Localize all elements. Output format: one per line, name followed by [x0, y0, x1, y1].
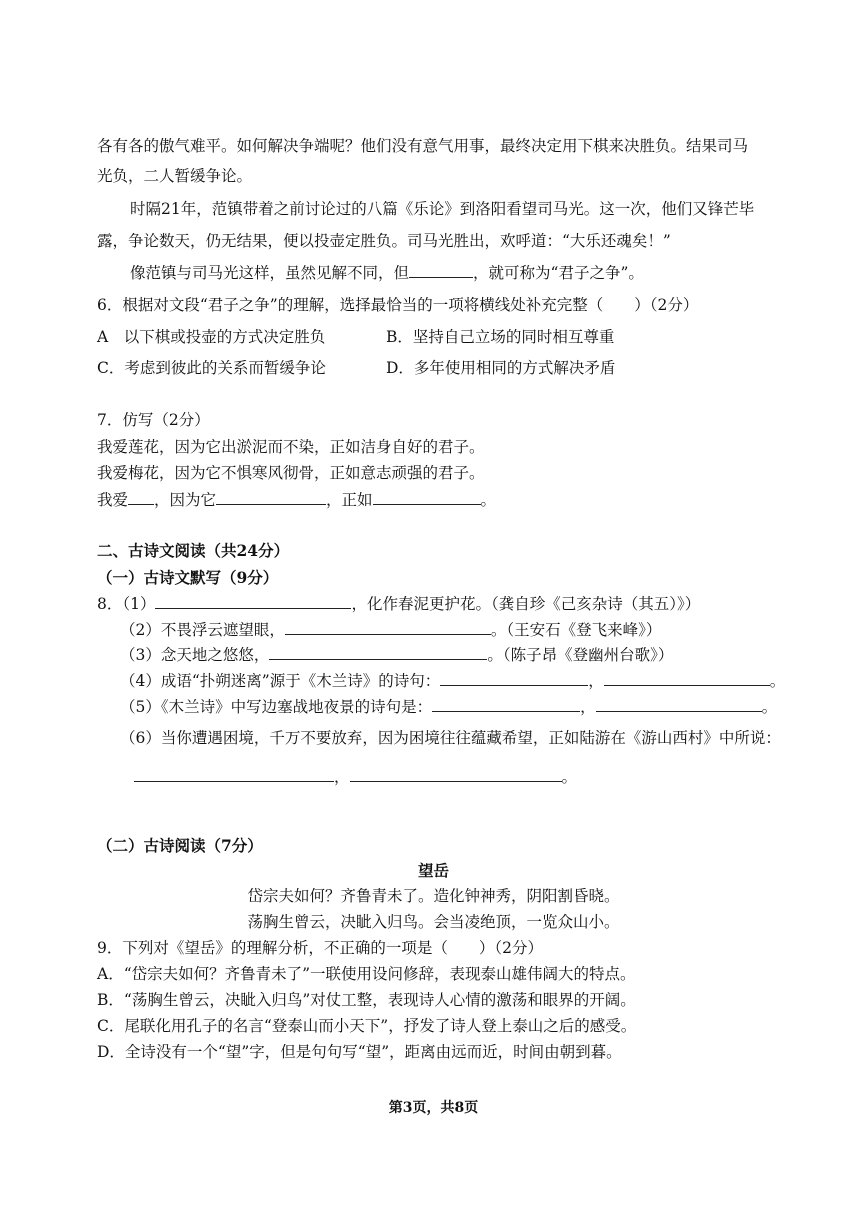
- answer-blank[interactable]: [134, 767, 334, 782]
- fill-text: ，: [580, 698, 596, 716]
- question-6-option-d[interactable]: D．多年使用相同的方式解决矛盾: [386, 359, 616, 377]
- answer-blank[interactable]: [216, 490, 326, 505]
- fill-text: ，: [334, 768, 350, 786]
- page-number: 第3页，共8页: [388, 1100, 479, 1116]
- passage-text: ，就可称为“君子之争”。: [473, 264, 644, 282]
- passage-line: 时隔21年，范镇带着之前讨论过的八篇《乐论》到洛阳看望司马光。这一次，他们又锋芒毕: [130, 200, 755, 218]
- question-8-line-6: （6）当你遭遇困境，千万不要放弃，因为困境往往蕴藏希望，正如陆游在《游山西村》中所说：: [120, 729, 781, 747]
- question-8-line-3: [120, 645, 673, 665]
- fill-text: ，: [588, 672, 604, 690]
- fill-text: （2）不畏浮云遮望眼，: [120, 621, 285, 639]
- answer-blank[interactable]: [409, 263, 473, 278]
- question-6-option-a[interactable]: A 以下棋或投壶的方式决定胜负: [97, 328, 326, 346]
- answer-blank[interactable]: [269, 645, 487, 660]
- poem-line: 岱宗夫如何？齐鲁青未了。造化钟神秀，阴阳割昏晓。: [247, 887, 620, 905]
- poem-line: 荡胸生曾云，决眦入归鸟。会当凌绝顶，一览众山小。: [247, 913, 620, 931]
- poem-title: 望岳: [417, 861, 449, 880]
- fill-text: 。: [561, 768, 578, 786]
- fill-text: （4）成语“扑朔迷离”源于《木兰诗》的诗句：: [120, 672, 441, 690]
- subsection-title: （二）古诗阅读（7分）: [97, 836, 263, 855]
- answer-blank[interactable]: [285, 620, 491, 635]
- answer-blank[interactable]: [155, 594, 351, 609]
- subsection-title: （一）古诗文默写（9分）: [97, 568, 279, 587]
- passage-line-with-blank: [130, 263, 644, 283]
- fill-text: ，化作春泥更护花。（龚自珍《己亥杂诗（其五）》）: [351, 595, 701, 613]
- fill-text: 8．（1）: [97, 595, 156, 613]
- answer-blank[interactable]: [432, 697, 580, 712]
- question-8-line-2: [120, 620, 661, 640]
- question-8-line-5: [120, 697, 777, 717]
- answer-blank[interactable]: [128, 490, 154, 505]
- question-6-option-c[interactable]: C．考虑到彼此的关系而暂缓争论: [97, 359, 326, 377]
- answer-blank[interactable]: [604, 671, 770, 686]
- passage-text: 像范镇与司马光这样，虽然见解不同，但: [130, 264, 410, 282]
- question-9-option-b[interactable]: B．“荡胸生曾云，决眦入归鸟”对仗工整，表现诗人心情的激荡和眼界的开阔。: [97, 991, 636, 1009]
- question-9-option-a[interactable]: A．“岱宗夫如何？齐鲁青未了”一联使用设问修辞，表现泰山雄伟阔大的特点。: [97, 965, 636, 983]
- question-7-fill-line: [97, 490, 496, 510]
- question-6-stem: 6．根据对文段“君子之争”的理解，选择最恰当的一项将横线处补充完整（ ）（2分）: [97, 296, 699, 314]
- fill-text: 。（陈子昂《登幽州台歌》）: [487, 646, 674, 664]
- question-6-option-b[interactable]: B．坚持自己立场的同时相互尊重: [386, 328, 615, 346]
- fill-text: 。: [761, 698, 778, 716]
- fill-text: 。（王安石《登飞来峰》）: [490, 621, 662, 639]
- question-8-line-1: [97, 594, 700, 614]
- section-title: 二、古诗文阅读（共24分）: [97, 541, 290, 560]
- answer-blank[interactable]: [596, 697, 762, 712]
- passage-line: 露，争论数天，仍无结果，便以投壶定胜负。司马光胜出，欢呼道：“大乐还魂矣！”: [97, 232, 671, 250]
- fill-text: （3）念天地之悠悠，: [120, 646, 270, 664]
- fill-text: ，正如: [326, 491, 373, 509]
- fill-text: （5）《木兰诗》中写边塞战地夜景的诗句是：: [120, 698, 433, 716]
- question-9-stem: 9．下列对《望岳》的理解分析，不正确的一项是（ ）（2分）: [97, 939, 543, 957]
- fill-text: 我爱: [97, 491, 129, 509]
- question-8-line-4: [120, 671, 785, 691]
- passage-line: 各有各的傲气难平。如何解决争端呢？他们没有意气用事，最终决定用下棋来决胜负。结果司马: [97, 137, 749, 155]
- answer-blank[interactable]: [350, 767, 562, 782]
- answer-blank[interactable]: [440, 671, 588, 686]
- fill-text: 。: [769, 672, 786, 690]
- question-7-example: 我爱梅花，因为它不惧寒风彻骨，正如意志顽强的君子。: [97, 464, 485, 482]
- question-9-option-d[interactable]: D．全诗没有一个“望”字，但是句句写“望”，距离由远而近，时间由朝到暮。: [97, 1043, 622, 1061]
- answer-blank[interactable]: [373, 490, 481, 505]
- question-9-option-c[interactable]: C．尾联化用孔子的名言“登泰山而小天下”，抒发了诗人登上泰山之后的感受。: [97, 1017, 637, 1035]
- question-7-example: 我爱莲花，因为它出淤泥而不染，正如洁身自好的君子。: [97, 438, 485, 456]
- fill-text: ，因为它: [154, 491, 217, 509]
- passage-line: 光负，二人暂缓争论。: [97, 167, 253, 185]
- fill-text: 。: [480, 491, 497, 509]
- question-8-line-6-blanks: [134, 767, 577, 787]
- question-7-stem: 7．仿写（2分）: [97, 411, 210, 429]
